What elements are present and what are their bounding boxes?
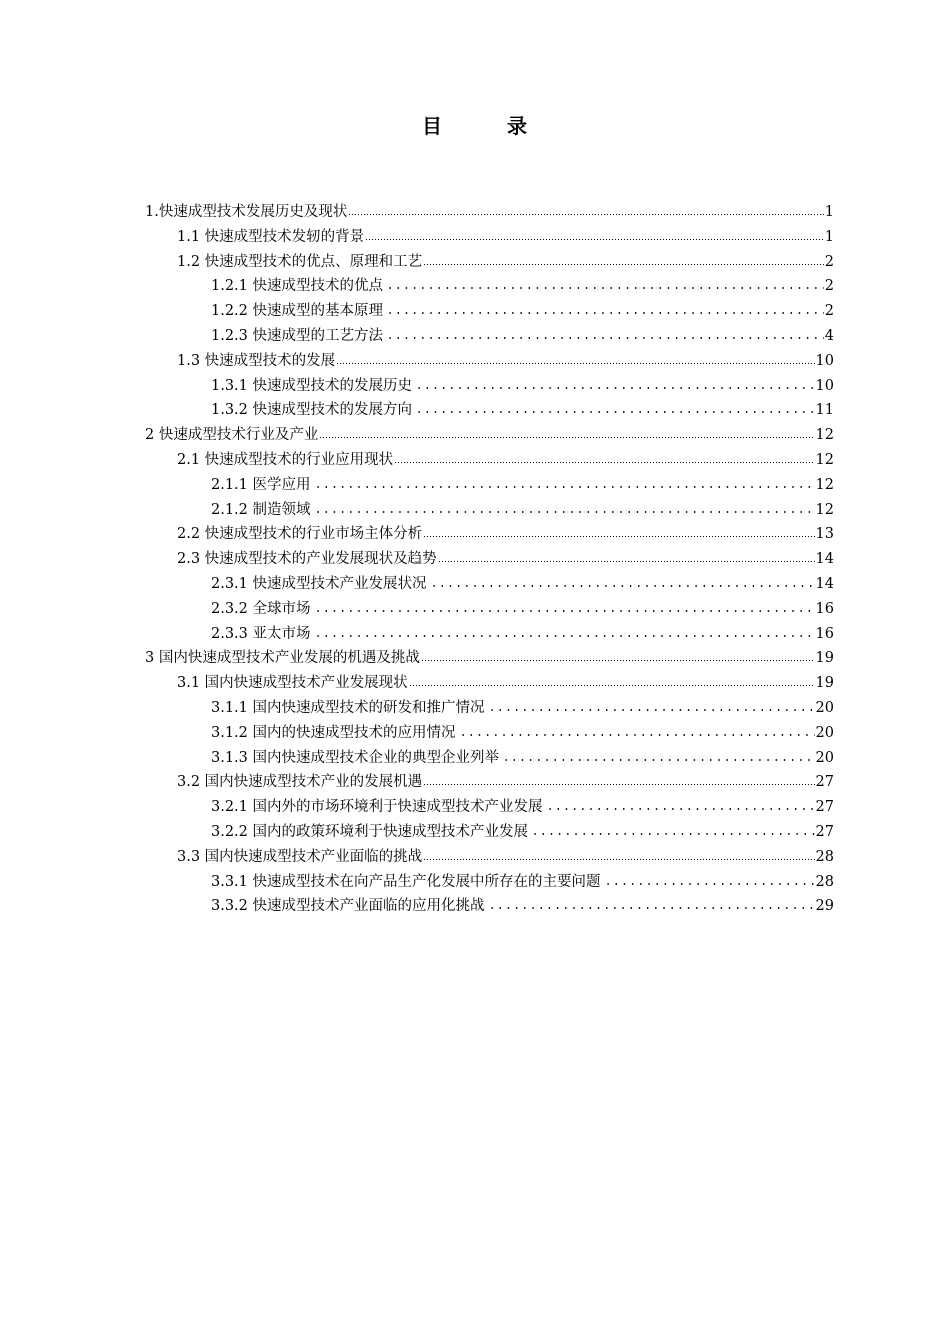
- toc-entry-label: 1.2.3 快速成型的工艺方法: [211, 327, 384, 344]
- toc-entry-label: 2.2 快速成型技术的行业市场主体分析: [177, 526, 423, 543]
- toc-entry-page-number: 12: [815, 427, 834, 444]
- toc-entry-level-3[interactable]: [0, 622, 834, 647]
- toc-entry-page-number: 2: [824, 253, 834, 270]
- toc-dot-leader: [438, 551, 815, 563]
- toc-entry-level-1[interactable]: [0, 646, 834, 671]
- toc-entry-page-number: 16: [815, 600, 834, 617]
- toc-entry-label: 1.3 快速成型技术的发展: [177, 352, 336, 369]
- toc-dot-leader: [423, 526, 814, 538]
- toc-dot-leader: [312, 477, 815, 489]
- toc-dot-leader: [409, 675, 815, 687]
- toc-entry-page-number: 28: [815, 848, 834, 865]
- toc-dot-leader: [423, 254, 824, 266]
- toc-dot-leader: [312, 601, 815, 613]
- toc-entry-level-3[interactable]: [0, 324, 834, 349]
- toc-entry-level-3[interactable]: [0, 870, 834, 895]
- toc-entry-label: 3.2.2 国内的政策环境利于快速成型技术产业发展: [211, 823, 529, 840]
- toc-entry-level-3[interactable]: [0, 597, 834, 622]
- toc-entry-level-2[interactable]: [0, 671, 834, 696]
- toc-entry-level-3[interactable]: [0, 795, 834, 820]
- toc-list: [0, 200, 950, 919]
- toc-entry-label: 2.1.1 医学应用: [211, 476, 311, 493]
- toc-entry-page-number: 1: [824, 204, 834, 220]
- toc-dot-leader: [423, 774, 814, 786]
- toc-dot-leader: [421, 650, 815, 662]
- toc-entry-level-2[interactable]: [0, 845, 834, 870]
- toc-entry-level-3[interactable]: [0, 696, 834, 721]
- toc-dot-leader: [312, 502, 815, 514]
- toc-entry-page-number: 16: [815, 625, 834, 642]
- toc-entry-level-3[interactable]: [0, 299, 834, 324]
- toc-entry-page-number: 12: [815, 451, 834, 468]
- toc-dot-leader: [457, 725, 815, 737]
- toc-entry-level-3[interactable]: [0, 374, 834, 399]
- toc-dot-leader: [529, 824, 815, 836]
- toc-entry-level-3[interactable]: [0, 274, 834, 299]
- toc-entry-label: 2.1 快速成型技术的行业应用现状: [177, 451, 394, 468]
- toc-entry-label: 3.2.1 国内外的市场环境利于快速成型技术产业发展: [211, 799, 543, 816]
- toc-entry-label: 3.1.3 国内快速成型技术企业的典型企业列举: [211, 749, 500, 766]
- toc-entry-page-number: 1: [824, 228, 834, 245]
- toc-entry-level-2[interactable]: [0, 770, 834, 795]
- toc-entry-page-number: 12: [815, 501, 834, 518]
- toc-entry-level-2[interactable]: [0, 522, 834, 547]
- toc-entry-label: 2.3.3 亚太市场: [211, 625, 311, 642]
- toc-dot-leader: [428, 576, 815, 588]
- toc-dot-leader: [394, 452, 814, 464]
- toc-entry-page-number: 11: [815, 402, 834, 419]
- toc-dot-leader: [365, 229, 824, 241]
- toc-entry-label: 2.3.1 快速成型技术产业发展状况: [211, 575, 427, 592]
- toc-entry-level-3[interactable]: [0, 746, 834, 771]
- toc-entry-page-number: 27: [815, 799, 834, 816]
- toc-entry-level-3[interactable]: [0, 721, 834, 746]
- toc-entry-label: 3 国内快速成型技术产业发展的机遇及挑战: [145, 650, 420, 667]
- toc-entry-page-number: 19: [815, 675, 834, 692]
- toc-entry-label: 1.1 快速成型技术发轫的背景: [177, 228, 365, 245]
- toc-title: 目 录: [422, 114, 528, 138]
- toc-dot-leader: [319, 427, 814, 439]
- toc-entry-level-3[interactable]: [0, 398, 834, 423]
- toc-entry-level-2[interactable]: [0, 225, 834, 250]
- toc-dot-leader: [413, 402, 815, 414]
- toc-dot-leader: [486, 898, 815, 910]
- toc-entry-label: 3.1.1 国内快速成型技术的研发和推广情况: [211, 699, 485, 716]
- toc-entry-page-number: 10: [815, 377, 834, 394]
- toc-entry-level-3[interactable]: [0, 820, 834, 845]
- toc-entry-page-number: 4: [824, 327, 834, 344]
- toc-entry-label: 3.3 国内快速成型技术产业面临的挑战: [177, 848, 423, 865]
- toc-entry-label: 1.快速成型技术发展历史及现状: [145, 204, 348, 220]
- toc-entry-page-number: 12: [815, 476, 834, 493]
- toc-entry-label: 3.3.1 快速成型技术在向产品生产化发展中所存在的主要问题: [211, 873, 601, 890]
- toc-dot-leader: [312, 626, 815, 638]
- toc-entry-level-2[interactable]: [0, 349, 834, 374]
- toc-dot-leader: [423, 849, 814, 861]
- toc-entry-page-number: 20: [815, 724, 834, 741]
- toc-entry-level-3[interactable]: [0, 894, 834, 919]
- toc-entry-label: 1.2 快速成型技术的优点、原理和工艺: [177, 253, 423, 270]
- toc-entry-label: 2.3.2 全球市场: [211, 600, 311, 617]
- toc-entry-level-3[interactable]: [0, 572, 834, 597]
- toc-dot-leader: [486, 700, 815, 712]
- toc-dot-leader: [384, 278, 824, 290]
- toc-entry-level-3[interactable]: [0, 498, 834, 523]
- toc-entry-level-2[interactable]: [0, 250, 834, 275]
- toc-entry-label: 3.1 国内快速成型技术产业发展现状: [177, 675, 408, 692]
- toc-entry-label: 1.2.2 快速成型的基本原理: [211, 303, 384, 320]
- toc-entry-page-number: 27: [815, 823, 834, 840]
- toc-entry-label: 1.2.1 快速成型技术的优点: [211, 278, 384, 295]
- toc-entry-page-number: 14: [815, 575, 834, 592]
- toc-entry-page-number: 29: [815, 898, 834, 915]
- toc-entry-label: 3.3.2 快速成型技术产业面临的应用化挑战: [211, 898, 485, 915]
- toc-entry-page-number: 28: [815, 873, 834, 890]
- toc-entry-page-number: 20: [815, 699, 834, 716]
- toc-dot-leader: [336, 353, 814, 365]
- toc-entry-level-1[interactable]: [0, 423, 834, 448]
- toc-entry-page-number: 2: [824, 303, 834, 320]
- toc-entry-label: 3.2 国内快速成型技术产业的发展机遇: [177, 774, 423, 791]
- toc-entry-label: 2.1.2 制造领域: [211, 501, 311, 518]
- toc-entry-page-number: 13: [815, 526, 834, 543]
- toc-dot-leader: [544, 799, 815, 811]
- toc-entry-level-1[interactable]: [0, 200, 834, 225]
- toc-entry-level-2[interactable]: [0, 547, 834, 572]
- toc-entry-label: 2 快速成型技术行业及产业: [145, 427, 319, 444]
- toc-entry-page-number: 20: [815, 749, 834, 766]
- toc-entry-label: 3.1.2 国内的快速成型技术的应用情况: [211, 724, 456, 741]
- toc-entry-page-number: 14: [815, 551, 834, 568]
- toc-entry-label: 1.3.2 快速成型技术的发展方向: [211, 402, 413, 419]
- toc-dot-leader: [348, 204, 823, 216]
- toc-dot-leader: [384, 303, 824, 315]
- toc-entry-level-3[interactable]: [0, 473, 834, 498]
- toc-dot-leader: [602, 874, 815, 886]
- toc-entry-page-number: 2: [824, 278, 834, 295]
- toc-dot-leader: [413, 378, 815, 390]
- toc-entry-page-number: 27: [815, 774, 834, 791]
- toc-entry-label: 1.3.1 快速成型技术的发展历史: [211, 377, 413, 394]
- toc-entry-label: 2.3 快速成型技术的产业发展现状及趋势: [177, 551, 437, 568]
- toc-dot-leader: [500, 750, 815, 762]
- toc-entry-level-2[interactable]: [0, 448, 834, 473]
- toc-entry-page-number: 10: [815, 352, 834, 369]
- toc-entry-page-number: 19: [815, 650, 834, 667]
- toc-dot-leader: [384, 328, 824, 340]
